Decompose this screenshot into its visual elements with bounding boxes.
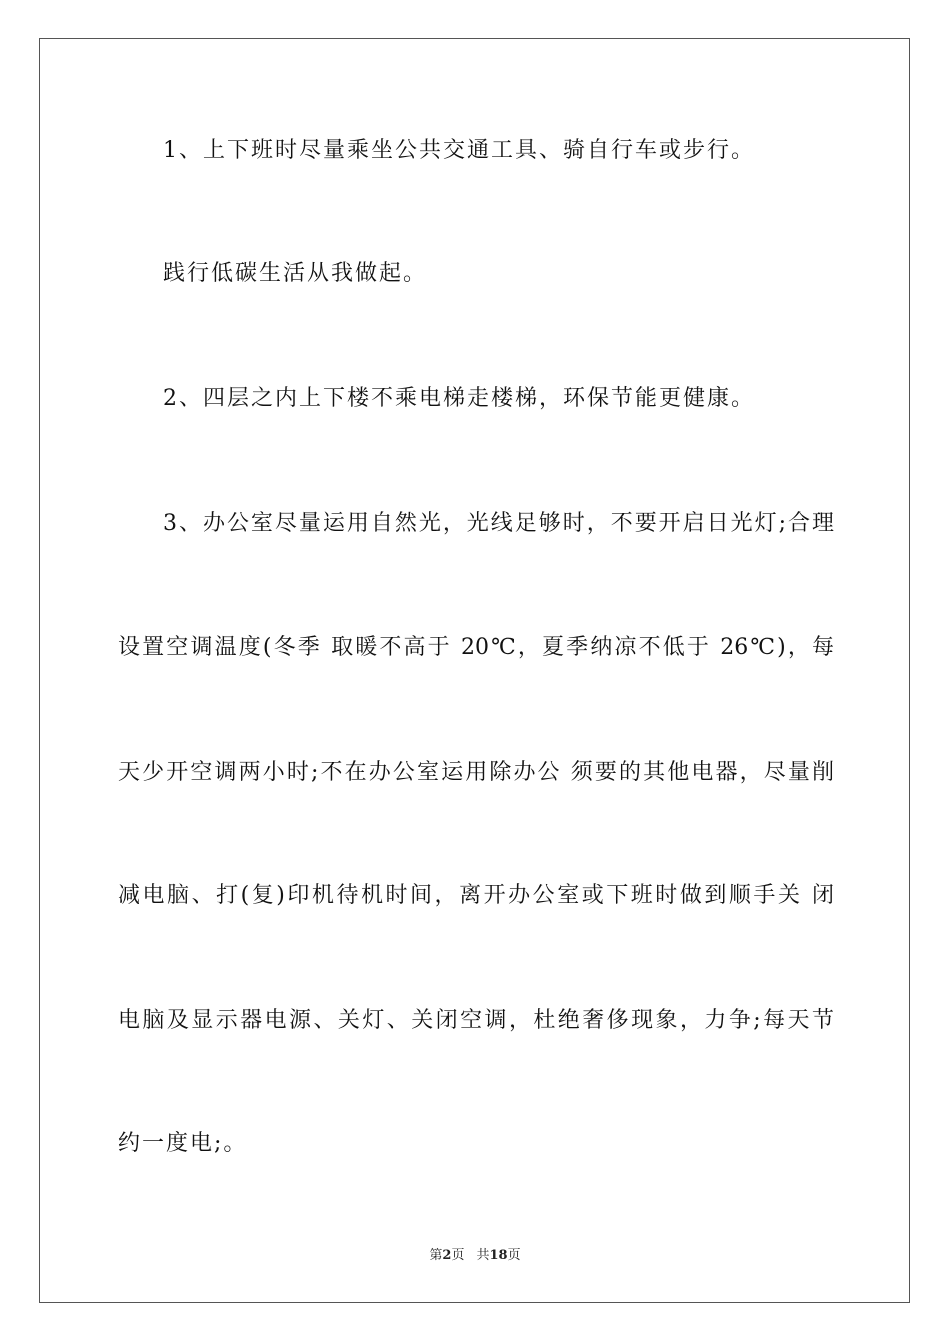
paragraph-line-2: 践行低碳生活从我做起。: [163, 261, 428, 286]
paragraph-line-1: 1、上下班时尽量乘坐公共交通工具、骑自行车或步行。: [163, 138, 755, 163]
footer-total-suffix: 页: [507, 1248, 521, 1263]
page-footer: [0, 1247, 950, 1265]
paragraph-line-5: 设置空调温度(冬季 取暖不高于 20℃，夏季纳凉不低于 26℃)，每: [118, 635, 834, 660]
footer-page-number: 2: [442, 1248, 452, 1263]
paragraph-line-7: 减电脑、打(复)印机待机时间，离开办公室或下班时做到顺手关 闭: [118, 883, 834, 908]
footer-total-prefix: 共: [476, 1248, 490, 1263]
page-frame: [39, 38, 910, 1303]
paragraph-line-8: 电脑及显示器电源、关灯、关闭空调，杜绝奢侈现象，力争;每天节: [118, 1008, 834, 1033]
footer-page-prefix: 第: [429, 1248, 443, 1263]
paragraph-line-4: 3、办公室尽量运用自然光，光线足够时，不要开启日光灯;合理: [163, 511, 834, 536]
footer-total-pages: 18: [489, 1248, 508, 1263]
footer-page-suffix: 页: [451, 1248, 465, 1263]
paragraph-line-3: 2、四层之内上下楼不乘电梯走楼梯，环保节能更健康。: [163, 386, 755, 411]
paragraph-line-9: 约一度电;。: [118, 1131, 248, 1156]
paragraph-line-6: 天少开空调两小时;不在办公室运用除办公 须要的其他电器，尽量削: [118, 760, 834, 785]
